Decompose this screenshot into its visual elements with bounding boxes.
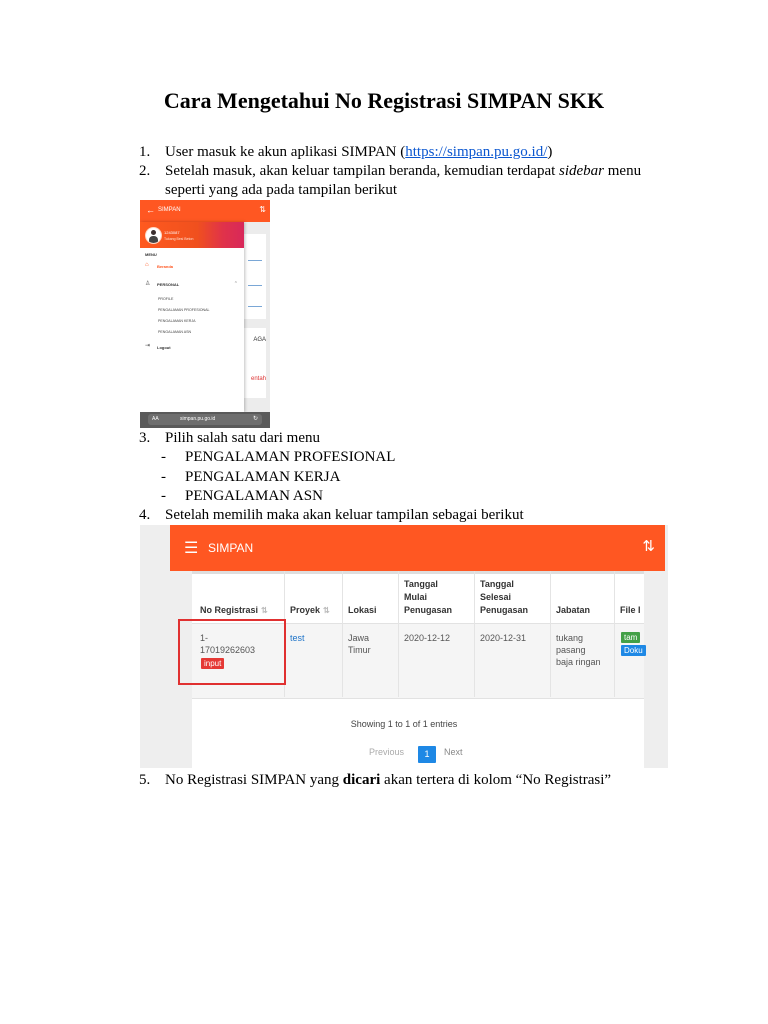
step-text-end: menu <box>604 163 642 179</box>
sort-arrows-icon[interactable]: ⇅ <box>323 606 330 615</box>
page-title: Cara Mengetahui No Registrasi SIMPAN SKK <box>163 88 605 113</box>
step-text: No Registrasi SIMPAN yang <box>165 772 343 788</box>
step-5 <box>139 771 612 790</box>
background-line <box>248 260 262 261</box>
column-divider <box>550 571 551 697</box>
step-text: Setelah memilih maka akan keluar tampilan sebagai berikut <box>165 507 524 523</box>
step-number: 4. <box>139 507 151 523</box>
step-text: Setelah masuk, akan keluar tampilan beranda, kemudian terdapat <box>165 163 560 179</box>
menu-option-label: PENGALAMAN ASN <box>185 488 323 504</box>
sidebar-item-beranda[interactable]: Beranda <box>157 264 174 269</box>
step-number: 1. <box>139 144 151 160</box>
column-divider <box>342 571 343 697</box>
background-text: entah <box>250 376 266 382</box>
pagination-previous[interactable]: Previous <box>369 747 405 757</box>
sidebar-item-logout[interactable]: Logout <box>157 345 171 350</box>
status-badge: input <box>201 658 224 669</box>
browser-url: simpan.pu.go.id <box>180 416 216 422</box>
background-line <box>248 285 262 286</box>
sidebar-subitem-pengalaman-profesional[interactable]: PENGALAMAN PROFESIONAL <box>158 308 210 312</box>
pagination-next[interactable]: Next <box>444 747 463 757</box>
pagination-page-1[interactable]: 1 <box>418 746 436 763</box>
sort-icon[interactable]: ⇅ <box>259 205 266 214</box>
file-add-button[interactable]: tam <box>621 632 640 643</box>
step-text-end: akan tertera di kolom “No Registrasi” <box>380 772 612 788</box>
sort-icon[interactable]: ⇅ <box>642 538 655 555</box>
step-text: User masuk ke akun aplikasi SIMPAN ( <box>165 144 406 160</box>
logout-icon: ⇥ <box>145 343 151 349</box>
hamburger-menu-icon[interactable]: ☰ <box>184 540 199 557</box>
bullet-dash: - <box>161 449 166 465</box>
simpan-link[interactable]: https://simpan.pu.go.id/ <box>405 144 548 160</box>
phone-app-bar <box>140 200 270 222</box>
column-divider <box>398 571 399 697</box>
cell-no-registrasi: 1- 17019262603 <box>200 633 256 655</box>
sidebar-subitem-pengalaman-kerja[interactable]: PENGALAMAN KERJA <box>158 319 196 323</box>
menu-option <box>161 448 395 467</box>
app-title: SIMPAN <box>208 541 254 555</box>
cell-lokasi: Jawa Timur <box>348 633 371 655</box>
step-emphasis: sidebar <box>559 163 605 179</box>
bullet-dash: - <box>161 488 166 504</box>
cell-tanggal-selesai: 2020-12-31 <box>480 633 527 643</box>
entries-info: Showing 1 to 1 of 1 entries <box>350 719 458 729</box>
column-header-tanggal-selesai[interactable]: Tanggal Selesai Penugasan <box>480 579 529 615</box>
step-text-line2: seperti yang ada pada tampilan berikut <box>165 182 397 198</box>
column-header-no-registrasi[interactable]: No Registrasi ⇅ <box>200 605 268 615</box>
step-4 <box>139 506 524 525</box>
app-title: SIMPAN <box>158 207 181 213</box>
cell-tanggal-mulai: 2020-12-12 <box>404 633 451 643</box>
column-divider <box>474 571 475 697</box>
column-header-lokasi[interactable]: Lokasi <box>348 605 377 615</box>
step-2 <box>139 162 642 200</box>
step-bold: dicari <box>342 772 381 788</box>
file-document-button[interactable]: Doku <box>621 645 646 656</box>
step-text-end: ) <box>547 144 553 160</box>
step-3 <box>139 429 320 448</box>
step-number: 5. <box>139 772 151 788</box>
sort-arrows-icon[interactable]: ⇅ <box>261 606 268 615</box>
background-text: AGA <box>253 337 266 343</box>
back-arrow-icon[interactable]: ← <box>146 205 155 215</box>
bullet-dash: - <box>161 469 166 485</box>
step-text: Pilih salah satu dari menu <box>165 430 320 446</box>
sidebar-item-personal[interactable]: PERSONAL <box>157 282 180 287</box>
column-divider <box>614 571 615 697</box>
background-line <box>248 306 262 307</box>
app-bar <box>170 525 665 571</box>
text-size-button[interactable]: AA <box>152 416 159 422</box>
cell-proyek[interactable]: test <box>290 633 305 643</box>
divider <box>192 571 644 574</box>
chevron-up-icon[interactable]: ⌃ <box>233 281 238 287</box>
user-subtitle: Tukang Besi Beton <box>164 237 194 241</box>
column-header-tanggal-mulai[interactable]: Tanggal Mulai Penugasan <box>404 579 453 615</box>
avatar <box>145 227 162 244</box>
step-number: 2. <box>139 163 151 179</box>
sidebar-subitem-pengalaman-asn[interactable]: PENGALAMAN ASN <box>158 330 192 334</box>
reload-icon[interactable]: ↻ <box>252 416 258 422</box>
sidebar-subitem-profile[interactable]: PROFILE <box>158 297 174 301</box>
highlight-box <box>178 619 286 685</box>
step-number: 3. <box>139 430 151 446</box>
menu-option <box>161 468 340 487</box>
column-header-file[interactable]: File I <box>620 605 641 615</box>
cell-jabatan: tukang pasang baja ringan <box>556 633 601 667</box>
step-1 <box>139 143 553 162</box>
registration-table-screenshot <box>140 525 668 768</box>
person-icon: ♙ <box>145 281 151 287</box>
home-icon: ⌂ <box>145 262 149 268</box>
column-header-jabatan[interactable]: Jabatan <box>556 605 591 615</box>
column-header-proyek[interactable]: Proyek ⇅ <box>290 605 330 615</box>
menu-label: MENU <box>145 252 157 257</box>
sidebar-screenshot <box>140 200 270 428</box>
profile-header <box>140 222 244 248</box>
browser-bar <box>140 412 270 428</box>
menu-option <box>161 487 323 506</box>
menu-option-label: PENGALAMAN PROFESIONAL <box>185 449 396 465</box>
menu-option-label: PENGALAMAN KERJA <box>185 469 341 485</box>
sidebar-drawer <box>140 222 244 412</box>
user-name: 1243087 <box>164 230 180 235</box>
